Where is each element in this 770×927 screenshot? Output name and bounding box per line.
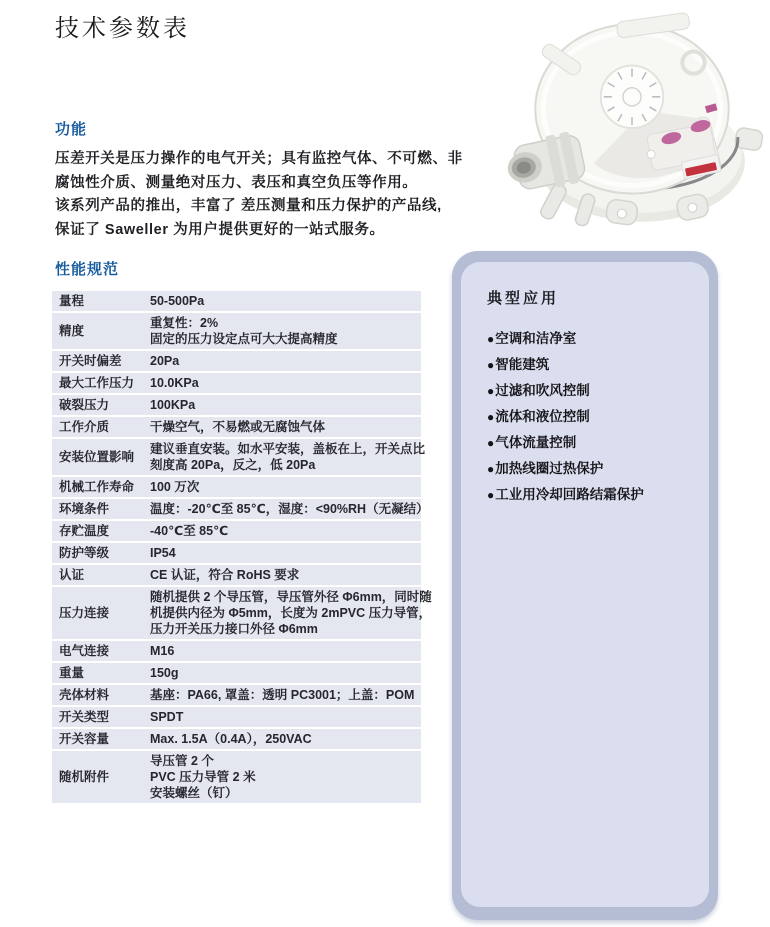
spec-row-value-line: 建议垂直安装。如水平安装，盖板在上，开关点比 (150, 442, 426, 456)
application-list-item (487, 456, 691, 482)
spec-row-value-line: 刻度高 20Pa，反之，低 20Pa (150, 458, 316, 472)
spec-row-value-line: CE 认证，符合 RoHS 要求 (150, 568, 300, 582)
spec-table-body (52, 291, 432, 803)
spec-row-value-line: 150g (150, 666, 179, 680)
spec-row-value (150, 501, 429, 517)
spec-table-row (52, 313, 421, 349)
application-list-item (487, 326, 691, 352)
spec-row-label: 最大工作压力 (59, 376, 135, 390)
application-list-item (487, 482, 691, 508)
spec-row-value (150, 545, 421, 561)
spec-row-value (150, 419, 421, 435)
spec-row-value-line: 20Pa (150, 354, 180, 368)
spec-row-value (150, 315, 421, 347)
spec-row-value (150, 687, 421, 703)
spec-row-value (150, 353, 421, 369)
spec-row-label: 环境条件 (59, 502, 110, 516)
spec-table-row (52, 395, 421, 415)
application-list-item (487, 430, 691, 456)
spec-heading: 性能规范 (55, 261, 120, 278)
spec-row-value-line: Max. 1.5A（0.4A），250VAC (150, 732, 312, 746)
spec-row-value (150, 589, 432, 637)
spec-row-value-line: 基座：PA66, 罩盖：透明 PC3001；上盖：POM (150, 688, 415, 702)
spec-row-value-line: 压力开关压力接口外径 Φ6mm (150, 622, 318, 636)
spec-row-value-line: 干燥空气，不易燃或无腐蚀气体 (150, 420, 326, 434)
function-paragraph-line: 该系列产品的推出，丰富了 差压测量和压力保护的产品线, (55, 198, 442, 214)
bullet-icon: ● (487, 436, 495, 450)
spec-row-value-line: 固定的压力设定点可大大提高精度 (150, 332, 338, 346)
spec-row-label: 工作介质 (59, 420, 110, 434)
applications-heading: 典型应用 (487, 290, 560, 307)
spec-row-value (150, 709, 421, 725)
application-label: 加热线圈过热保护 (495, 461, 604, 476)
spec-table-row (52, 439, 426, 475)
function-paragraph-line: 腐蚀性介质、测量绝对压力、表压和真空负压等作用。 (55, 174, 418, 191)
spec-row-value-line: 50-500Pa (150, 294, 205, 308)
spec-row-label: 认证 (59, 568, 85, 582)
application-label: 过滤和吹风控制 (495, 383, 590, 398)
spec-table-row (52, 707, 421, 727)
spec-row-label: 安装位置影响 (59, 450, 135, 464)
spec-row-label: 壳体材料 (59, 688, 110, 702)
spec-row-value-line: 温度：-20℃至 85℃，湿度：<90%RH（无凝结） (150, 502, 429, 516)
function-paragraph-line: 保证了 Saweller 为用户提供更好的一站式服务。 (55, 221, 385, 238)
spec-table-row (52, 565, 421, 585)
spec-row-label: 开关时偏差 (59, 354, 122, 368)
application-label: 气体流量控制 (495, 435, 577, 450)
spec-section (55, 258, 432, 805)
spec-row-value (150, 665, 421, 681)
spec-row-value (150, 567, 421, 583)
spec-row-label: 存贮温度 (59, 524, 110, 538)
spec-table-row (52, 499, 429, 519)
spec-row-label: 电气连接 (59, 644, 110, 658)
bullet-icon: ● (487, 488, 495, 502)
spec-row-value-line: SPDT (150, 710, 184, 724)
spec-row-value-line: 100 万次 (150, 480, 200, 494)
spec-table-row (52, 351, 421, 371)
spec-table-row (52, 477, 421, 497)
spec-row-value-line: 机提供内径为 Φ5mm，长度为 2mPVC 压力导管， (150, 606, 432, 620)
spec-row-label: 压力连接 (59, 606, 110, 620)
spec-row-value (150, 375, 421, 391)
spec-table-row (52, 751, 421, 803)
spec-row-value-line: IP54 (150, 546, 176, 560)
applications-list (487, 326, 691, 508)
applications-panel-inner (461, 262, 709, 907)
spec-row-value-line: M16 (150, 644, 175, 658)
application-label: 流体和液位控制 (495, 409, 590, 424)
application-label: 工业用冷却回路结霜保护 (495, 487, 644, 502)
function-section (55, 118, 475, 242)
pressure-switch-photo-icon (498, 10, 765, 228)
spec-row-value-line: 导压管 2 个 (150, 754, 214, 768)
spec-row-value-line: 安装螺丝（钉） (150, 786, 238, 800)
bullet-icon: ● (487, 462, 495, 476)
page-title: 技术参数表 (55, 14, 190, 42)
spec-table-row (52, 417, 421, 437)
spec-row-label: 随机附件 (59, 770, 110, 784)
spec-table-row (52, 521, 421, 541)
spec-table-row (52, 543, 421, 563)
spec-table-row (52, 291, 421, 311)
product-photo (498, 10, 765, 228)
spec-row-value (150, 441, 425, 473)
application-list-item (487, 352, 691, 378)
spec-row-value-line: 随机提供 2 个导压管，导压管外径 Φ6mm，同时随 (150, 590, 432, 604)
spec-row-value (150, 643, 421, 659)
spec-row-value-line: PVC 压力导管 2 米 (150, 770, 256, 784)
spec-table-row (52, 685, 421, 705)
spec-row-value-line: 重复性：2% (150, 316, 219, 330)
spec-row-value-line: 10.0KPa (150, 376, 199, 390)
spec-row-value (150, 523, 421, 539)
function-paragraph-line: 压差开关是压力操作的电气开关；具有监控气体、不可燃、非 (55, 151, 463, 167)
spec-table-row (52, 729, 421, 749)
function-paragraph (55, 148, 475, 242)
application-list-item (487, 378, 691, 404)
application-label: 智能建筑 (495, 357, 550, 372)
spec-row-label: 精度 (59, 324, 85, 338)
spec-row-label: 破裂压力 (59, 398, 110, 412)
spec-row-label: 机械工作寿命 (59, 480, 135, 494)
spec-table-row (52, 587, 432, 639)
spec-row-value (150, 731, 421, 747)
spec-row-value (150, 479, 421, 495)
spec-row-label: 开关类型 (59, 710, 110, 724)
spec-row-label: 防护等级 (59, 546, 110, 560)
spec-table-row (52, 641, 421, 661)
applications-panel (452, 251, 718, 920)
bullet-icon: ● (487, 332, 495, 346)
spec-row-value (150, 293, 421, 309)
bullet-icon: ● (487, 410, 495, 424)
spec-row-value (150, 753, 421, 801)
spec-row-label: 重量 (59, 666, 85, 680)
spec-row-value-line: -40℃至 85℃ (150, 524, 229, 538)
bullet-icon: ● (487, 384, 495, 398)
spec-row-label: 量程 (59, 294, 85, 308)
spec-row-label: 开关容量 (59, 732, 110, 746)
spec-row-value (150, 397, 421, 413)
spec-row-value-line: 100KPa (150, 398, 196, 412)
application-label: 空调和洁净室 (495, 331, 577, 346)
application-list-item (487, 404, 691, 430)
function-heading: 功能 (55, 121, 88, 138)
spec-table-row (52, 373, 421, 393)
bullet-icon: ● (487, 358, 495, 372)
spec-table-row (52, 663, 421, 683)
